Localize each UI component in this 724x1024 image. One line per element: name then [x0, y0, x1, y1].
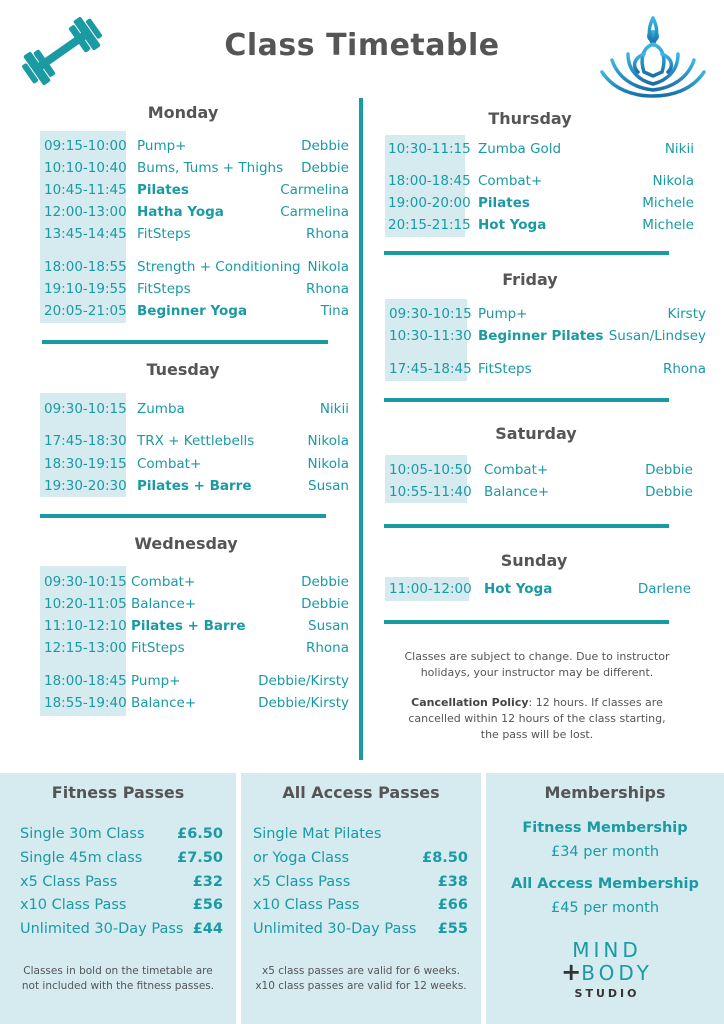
class-row: 10:30-11:15 Zumba Gold Nikii [388, 141, 694, 157]
price-row: x5 Class Pass £32 [20, 874, 223, 890]
logo-body: BODY [581, 961, 653, 985]
class-row: 18:30-19:15 Combat+ Nikola [44, 456, 349, 472]
day-separator [42, 340, 328, 344]
all-access-note: x5 class passes are valid for 6 weeks. x10 class passes are valid for 12 weeks. [255, 965, 467, 992]
day-separator [384, 524, 669, 528]
class-row: 09:30-10:15 Pump+ Kirsty [389, 306, 706, 322]
logo-studio: STUDIO [574, 987, 640, 1000]
class-row: 19:00-20:00 Pilates Michele [388, 195, 694, 211]
fitness-membership-name: Fitness Membership [522, 820, 688, 836]
yoga-lotus-icon [598, 14, 708, 100]
day-heading-tuesday: Tuesday [146, 360, 220, 379]
class-row: 18:00-18:45 Combat+ Nikola [388, 173, 694, 189]
change-notice: Classes are subject to change. Due to instructor holidays, your instructor may be different. [404, 650, 670, 679]
page-title: Class Timetable [224, 28, 500, 63]
day-heading-saturday: Saturday [495, 424, 577, 443]
class-row: 12:15-13:00 FitSteps Rhona [44, 640, 349, 656]
fitness-membership-price: £34 per month [550, 844, 660, 860]
panel-title: Memberships [544, 783, 666, 802]
price-row: Single 45m class £7.50 [20, 850, 223, 866]
all-access-membership-price: £45 per month [550, 900, 660, 916]
class-row: 17:45-18:45 FitSteps Rhona [389, 361, 706, 377]
class-row: 18:00-18:55 Strength + Conditioning Nikola [44, 259, 349, 275]
day-separator [384, 620, 669, 624]
price-row: Single Mat Pilates [253, 826, 382, 842]
logo-mind: MIND [572, 938, 642, 962]
class-row: 10:05-10:50 Combat+ Debbie [389, 462, 693, 478]
day-heading-sunday: Sunday [500, 551, 568, 570]
class-row: 09:15-10:00 Pump+ Debbie [44, 138, 349, 154]
class-row: 13:45-14:45 FitSteps Rhona [44, 226, 349, 242]
class-row: 18:55-19:40 Balance+ Debbie/Kirsty [44, 695, 349, 711]
class-row: 10:30-11:30 Beginner Pilates Susan/Lindsey [389, 328, 706, 344]
class-row: 11:00-12:00 Hot Yoga Darlene [389, 581, 691, 597]
all-access-passes-panel [241, 773, 481, 1024]
price-row: x10 Class Pass £56 [20, 897, 223, 913]
class-row: 09:30-10:15 Zumba Nikii [44, 401, 349, 417]
cancellation-policy: Cancellation Policy: 12 hours. If classes are cancelled within 12 hours of the class starting, the pass will be lost. [408, 696, 666, 741]
column-divider [359, 98, 363, 760]
price-row: x10 Class Pass £66 [253, 897, 468, 913]
day-heading-friday: Friday [502, 270, 558, 289]
panel-title: Fitness Passes [51, 783, 185, 802]
class-row: 19:10-19:55 FitSteps Rhona [44, 281, 349, 297]
class-row: 10:45-11:45 Pilates Carmelina [44, 182, 349, 198]
logo-plus: + [561, 958, 582, 986]
class-row: 11:10-12:10 Pilates + Barre Susan [44, 618, 349, 634]
class-row: 12:00-13:00 Hatha Yoga Carmelina [44, 204, 349, 220]
all-access-membership-name: All Access Membership [511, 876, 699, 892]
day-heading-monday: Monday [147, 103, 219, 122]
class-row: 20:05-21:05 Beginner Yoga Tina [44, 303, 349, 319]
class-row: 10:20-11:05 Balance+ Debbie [44, 596, 349, 612]
day-heading-thursday: Thursday [488, 109, 572, 128]
memberships-panel [486, 773, 724, 1024]
studio-logo [552, 939, 662, 1019]
price-row: or Yoga Class £8.50 [253, 850, 468, 866]
class-row: 20:15-21:15 Hot Yoga Michele [388, 217, 694, 233]
class-row: 09:30-10:15 Combat+ Debbie [44, 574, 349, 590]
fitness-note: Classes in bold on the timetable are not included with the fitness passes. [21, 965, 215, 992]
class-row: 10:10-10:40 Bums, Tums + Thighs Debbie [44, 160, 349, 176]
price-row: Single 30m Class £6.50 [20, 826, 223, 842]
class-row: 18:00-18:45 Pump+ Debbie/Kirsty [44, 673, 349, 689]
day-separator [40, 514, 326, 518]
day-heading-wednesday: Wednesday [134, 534, 238, 553]
day-separator [384, 251, 669, 255]
price-row: x5 Class Pass £38 [253, 874, 468, 890]
class-row: 10:55-11:40 Balance+ Debbie [389, 484, 693, 500]
fitness-passes-panel [0, 773, 236, 1024]
day-separator [384, 398, 669, 402]
panel-title: All Access Passes [282, 783, 440, 802]
price-row: Unlimited 30-Day Pass £44 [20, 921, 223, 937]
price-row: Unlimited 30-Day Pass £55 [253, 921, 468, 937]
class-row: 19:30-20:30 Pilates + Barre Susan [44, 478, 349, 494]
class-row: 17:45-18:30 TRX + Kettlebells Nikola [44, 433, 349, 449]
